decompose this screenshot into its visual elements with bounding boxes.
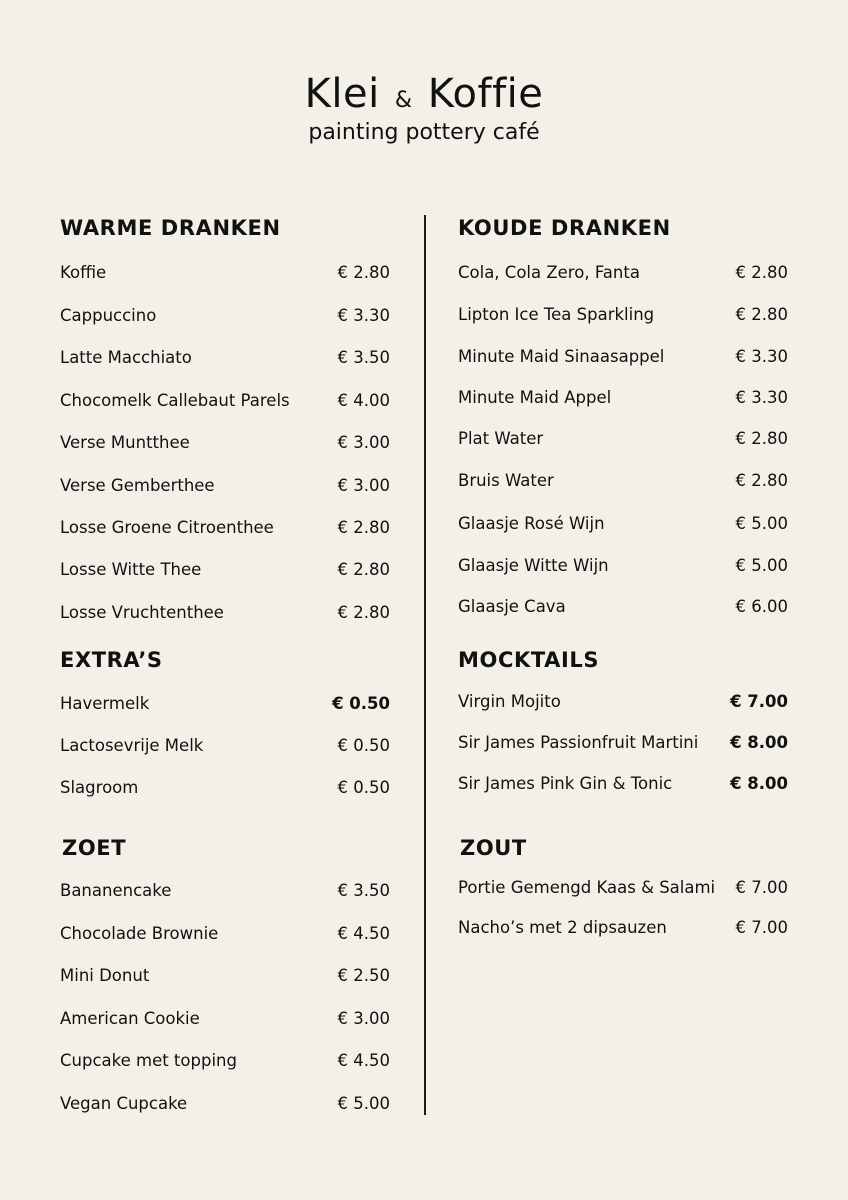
item-name: Bruis Water xyxy=(458,471,554,490)
menu-item xyxy=(458,473,788,490)
menu-item xyxy=(60,696,390,713)
item-price: € 2.80 xyxy=(735,263,788,282)
menu-item xyxy=(60,1096,390,1113)
item-name: Plat Water xyxy=(458,429,544,448)
item-name: Cappuccino xyxy=(60,306,157,325)
menu-item xyxy=(60,738,390,755)
item-price: € 2.80 xyxy=(337,518,390,537)
item-name: Minute Maid Appel xyxy=(458,388,612,407)
menu-item xyxy=(60,393,390,410)
menu-item xyxy=(60,780,390,797)
item-name: Slagroom xyxy=(60,778,139,797)
item-name: Cupcake met topping xyxy=(60,1051,237,1070)
column-divider xyxy=(424,215,426,1115)
section-title-koude-dranken: KOUDE DRANKEN xyxy=(458,216,671,240)
menu-item xyxy=(458,349,788,366)
item-name: Nacho’s met 2 dipsauzen xyxy=(458,918,667,937)
menu-item xyxy=(458,390,788,407)
item-name: Lipton Ice Tea Sparkling xyxy=(458,305,655,324)
item-name: Virgin Mojito xyxy=(458,692,561,711)
menu-item xyxy=(60,520,390,537)
item-name: Sir James Passionfruit Martini xyxy=(458,733,699,752)
item-name: Koffie xyxy=(60,263,107,282)
menu-item xyxy=(458,880,788,897)
menu-item xyxy=(60,435,390,452)
menu-item xyxy=(60,265,390,282)
menu-item xyxy=(458,431,788,448)
item-price: € 8.00 xyxy=(730,733,788,752)
item-price: € 3.00 xyxy=(337,476,390,495)
item-name: Glaasje Rosé Wijn xyxy=(458,514,605,533)
item-name: Glaasje Cava xyxy=(458,597,566,616)
section-title-mocktails: MOCKTAILS xyxy=(458,648,600,672)
section-title-warme-dranken: WARME DRANKEN xyxy=(60,216,281,240)
menu-item xyxy=(458,920,788,937)
item-price: € 3.30 xyxy=(735,388,788,407)
menu-item xyxy=(60,1053,390,1070)
item-price: € 6.00 xyxy=(735,597,788,616)
item-price: € 3.30 xyxy=(735,347,788,366)
item-name: Verse Muntthee xyxy=(60,433,190,452)
menu-item xyxy=(60,350,390,367)
menu-item xyxy=(60,478,390,495)
brand-name xyxy=(0,71,848,117)
item-price: € 3.00 xyxy=(337,1009,390,1028)
item-price: € 5.00 xyxy=(735,514,788,533)
item-price: € 5.00 xyxy=(735,556,788,575)
item-name: Bananencake xyxy=(60,881,172,900)
item-price: € 2.80 xyxy=(735,429,788,448)
item-name: Lactosevrije Melk xyxy=(60,736,204,755)
section-title-zoet: ZOET xyxy=(62,836,127,860)
menu-item xyxy=(458,694,788,711)
item-name: Losse Witte Thee xyxy=(60,560,202,579)
item-price: € 7.00 xyxy=(735,878,788,897)
item-name: Minute Maid Sinaasappel xyxy=(458,347,665,366)
item-price: € 8.00 xyxy=(730,774,788,793)
item-price: € 5.00 xyxy=(337,1094,390,1113)
menu-item xyxy=(458,776,788,793)
item-price: € 2.80 xyxy=(337,603,390,622)
item-price: € 2.80 xyxy=(337,560,390,579)
item-price: € 3.30 xyxy=(337,306,390,325)
section-title-extras: EXTRA’S xyxy=(60,648,163,672)
brand-subtitle: painting pottery café xyxy=(308,120,540,145)
item-price: € 2.80 xyxy=(337,263,390,282)
item-name: Glaasje Witte Wijn xyxy=(458,556,609,575)
item-price: € 4.50 xyxy=(337,924,390,943)
menu-item xyxy=(60,562,390,579)
brand-ampersand: & xyxy=(394,88,413,113)
menu-item xyxy=(458,735,788,752)
brand-name-klei: Klei xyxy=(304,71,380,117)
item-name: Losse Vruchtenthee xyxy=(60,603,224,622)
menu-item xyxy=(60,1011,390,1028)
item-name: Chocolade Brownie xyxy=(60,924,219,943)
item-name: Portie Gemengd Kaas & Salami xyxy=(458,878,716,897)
item-name: Vegan Cupcake xyxy=(60,1094,188,1113)
item-name: Mini Donut xyxy=(60,966,150,985)
menu-item xyxy=(60,926,390,943)
item-name: American Cookie xyxy=(60,1009,200,1028)
item-price: € 3.50 xyxy=(337,348,390,367)
menu-item xyxy=(60,968,390,985)
item-name: Havermelk xyxy=(60,694,150,713)
item-price: € 4.00 xyxy=(337,391,390,410)
item-price: € 0.50 xyxy=(332,694,390,713)
menu-item xyxy=(458,516,788,533)
item-price: € 3.50 xyxy=(337,881,390,900)
menu-item xyxy=(458,599,788,616)
brand-header xyxy=(0,71,848,145)
item-name: Latte Macchiato xyxy=(60,348,192,367)
item-name: Chocomelk Callebaut Parels xyxy=(60,391,290,410)
item-price: € 2.80 xyxy=(735,305,788,324)
brand-name-koffie: Koffie xyxy=(427,71,544,117)
menu-item xyxy=(458,558,788,575)
item-name: Losse Groene Citroenthee xyxy=(60,518,274,537)
item-name: Verse Gemberthee xyxy=(60,476,215,495)
item-price: € 0.50 xyxy=(337,736,390,755)
item-price: € 3.00 xyxy=(337,433,390,452)
item-price: € 0.50 xyxy=(337,778,390,797)
menu-item xyxy=(60,308,390,325)
menu-item xyxy=(458,307,788,324)
section-title-zout: ZOUT xyxy=(460,836,527,860)
item-name: Sir James Pink Gin & Tonic xyxy=(458,774,673,793)
item-name: Cola, Cola Zero, Fanta xyxy=(458,263,640,282)
item-price: € 2.50 xyxy=(337,966,390,985)
item-price: € 7.00 xyxy=(730,692,788,711)
item-price: € 4.50 xyxy=(337,1051,390,1070)
item-price: € 2.80 xyxy=(735,471,788,490)
menu-item xyxy=(60,605,390,622)
item-price: € 7.00 xyxy=(735,918,788,937)
menu-item xyxy=(60,883,390,900)
menu-item xyxy=(458,265,788,282)
